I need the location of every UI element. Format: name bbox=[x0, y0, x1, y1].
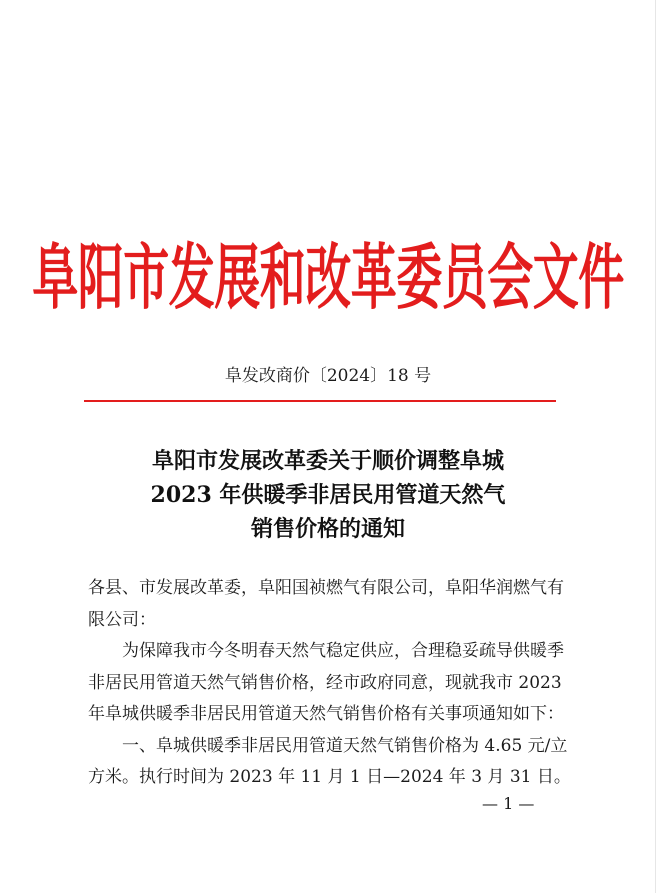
addressee-line-1: 各县、市发展改革委，阜阳国祯燃气有限公司，阜阳华润燃气有 bbox=[88, 578, 564, 598]
issuer-title: 阜阳市发展和改革委员会文件 bbox=[32, 235, 624, 320]
page-number: — 1 — bbox=[482, 794, 535, 813]
paragraph-1-line-1: 为保障我市今冬明春天然气稳定供应，合理稳妥疏导供暖季 bbox=[122, 641, 564, 661]
notice-body bbox=[88, 573, 571, 794]
paragraph-2-line-2: 方米。执行时间为 2023 年 11 月 1 日—2024 年 3 月 31 日。 bbox=[88, 767, 571, 787]
paragraph-1-line-3: 年阜城供暖季非居民用管道天然气销售价格有关事项通知如下： bbox=[88, 704, 564, 724]
notice-title-line-2: 2023 年供暖季非居民用管道天然气 bbox=[150, 482, 506, 508]
notice-title bbox=[0, 444, 656, 546]
red-divider bbox=[84, 400, 556, 402]
notice-title-line-3: 销售价格的通知 bbox=[250, 516, 405, 542]
document-number: 阜发改商价〔2024〕18 号 bbox=[224, 366, 432, 386]
addressee-line-2: 限公司： bbox=[88, 609, 156, 630]
paragraph-2-line-1: 一、阜城供暖季非居民用管道天然气销售价格为 4.65 元/立 bbox=[122, 735, 568, 756]
paragraph-1-line-2: 非居民用管道天然气销售价格，经市政府同意，现就我市 2023 bbox=[88, 672, 562, 693]
notice-title-line-1: 阜阳市发展改革委关于顺价调整阜城 bbox=[151, 448, 504, 474]
